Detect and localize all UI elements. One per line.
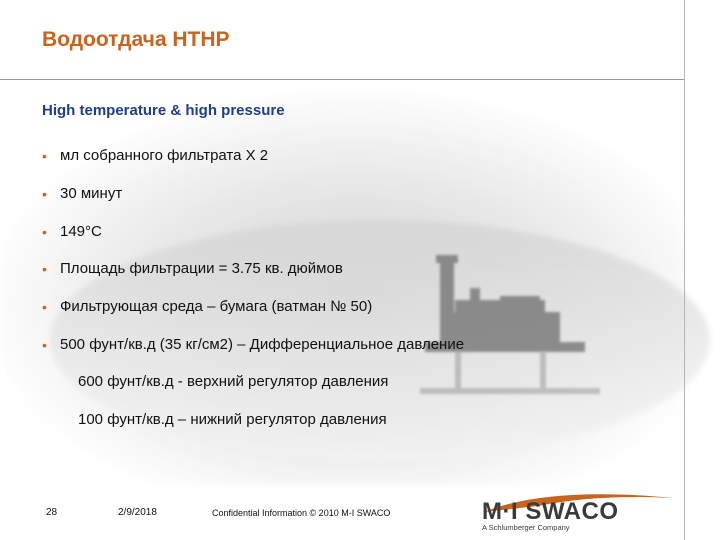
bullet-dot-icon: • [42, 261, 47, 278]
svg-text:M·I SWACO: M·I SWACO [482, 498, 619, 525]
svg-text:A Schlumberger Company: A Schlumberger Company [482, 523, 570, 532]
bullet-dot-icon: • [42, 185, 47, 202]
bullet-text: 30 минут [60, 184, 123, 202]
bullet-dot-icon: • [42, 148, 47, 164]
bullet-item [42, 260, 464, 298]
bullet-text: 500 фунт/кв.д (35 кг/см2) – Дифференциальное давление [60, 335, 465, 353]
slide-subtitle: High temperature & high pressure [42, 102, 285, 119]
bullet-text: Площадь фильтрации = 3.75 кв. дюймов [60, 260, 343, 278]
upper-regulator-line: 600 фунт/кв.д - верхний регулятор давления [78, 373, 389, 390]
bullet-dot-icon: • [42, 299, 47, 316]
right-border-line [684, 0, 685, 540]
footer-date: 2/9/2018 [118, 507, 157, 518]
confidential-notice: Confidential Information © 2010 M-I SWACO [212, 508, 391, 518]
title-divider [0, 79, 684, 80]
mi-swaco-logo [478, 488, 678, 532]
bullet-item [42, 336, 464, 374]
bullet-dot-icon: • [42, 336, 47, 353]
page-number: 28 [46, 507, 58, 518]
bullet-item [42, 185, 464, 223]
bullet-item [42, 298, 464, 336]
bullet-list [42, 147, 464, 374]
bullet-dot-icon: • [42, 223, 47, 240]
bullet-text: Фильтрующая среда – бумага (ватман № 50) [60, 298, 373, 316]
bullet-item [42, 147, 464, 185]
bullet-text: 149°С [60, 222, 102, 240]
lower-regulator-line: 100 фунт/кв.д – нижний регулятор давления [78, 411, 387, 428]
bullet-text: мл собранного фильтрата Х 2 [60, 147, 269, 164]
bullet-item [42, 223, 464, 261]
slide-title: Водоотдача HTHP [42, 28, 230, 51]
